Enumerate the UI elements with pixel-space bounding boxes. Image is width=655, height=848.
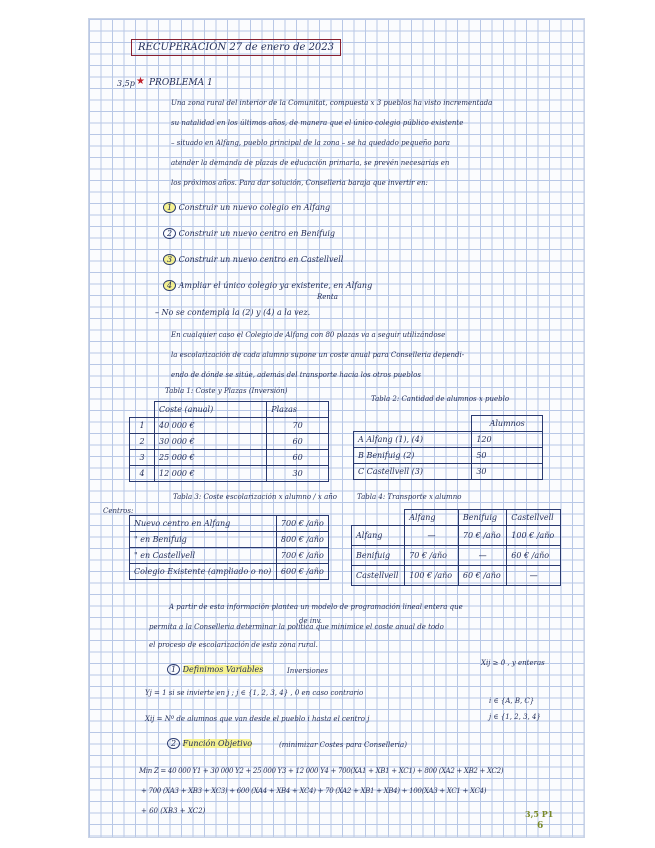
table2-cell: 30 bbox=[472, 464, 543, 480]
table2-row-label: Castellvell (3) bbox=[366, 467, 423, 476]
table2 bbox=[353, 415, 543, 480]
option-item bbox=[163, 281, 372, 290]
table4-cell: 60 € /año bbox=[507, 546, 561, 566]
table3-cell: Colegio Existente (ampliado o no) bbox=[130, 564, 277, 580]
table1-cell: 12 000 € bbox=[155, 466, 267, 482]
table4-cell: 100 € /año bbox=[507, 526, 561, 546]
table1-caption: Tabla 1: Coste y Plazas (Inversión) bbox=[165, 387, 288, 395]
table4 bbox=[351, 509, 561, 586]
table1 bbox=[129, 401, 329, 482]
option-text: Ampliar el único colegio ya existente, en Alfang bbox=[178, 281, 373, 290]
table2-header-cell: Alumnos bbox=[472, 416, 543, 432]
objective-line: + 60 (XB3 + XC2) bbox=[141, 807, 206, 815]
intro-line: Una zona rural del interior de la Comunitat, compuesta x 3 pueblos ha visto incrementada bbox=[171, 99, 493, 107]
step-number: 1 bbox=[167, 664, 180, 675]
table3-cell: 600 € /año bbox=[276, 564, 328, 580]
option-item bbox=[163, 255, 343, 264]
table2-cell bbox=[354, 432, 472, 448]
right-note: i ∈ {A, B, C} bbox=[489, 697, 535, 705]
option-text: Construir un nuevo colegio en Alfang bbox=[178, 203, 331, 212]
intro-line: su natalidad en los últimos años, de manera que el único colegio público existente bbox=[171, 119, 464, 127]
intro-line: atender la demanda de plazas de educación primaria, se prevén necesarias en bbox=[171, 159, 450, 167]
step1-note: Inversiones bbox=[287, 667, 329, 675]
x-definition: Xij = Nº de alumnos que van desde el pueblo i hasta el centro j bbox=[145, 715, 370, 723]
table3-cell: 700 € /año bbox=[276, 516, 328, 532]
table4-header-cell: Benifuig bbox=[458, 510, 506, 526]
option-number: 4 bbox=[163, 280, 176, 291]
page-title: RECUPERACIÓN 27 de enero de 2023 bbox=[131, 39, 341, 56]
right-note: j ∈ {1, 2, 3, 4} bbox=[489, 713, 541, 721]
table4-cell: — bbox=[458, 546, 506, 566]
objective-line: + 700 (XA3 + XB3 + XC3) + 600 (XA4 + XB4 + XC4) + 70 (XA2 + XB1 + XB4) + 100(XA3 + XC1 + XC4) bbox=[141, 787, 487, 795]
table2-cell bbox=[354, 448, 472, 464]
table1-header-cell bbox=[130, 402, 155, 418]
table3 bbox=[129, 515, 329, 580]
notebook-page bbox=[88, 18, 585, 838]
table1-cell: 4 bbox=[130, 466, 155, 482]
paragraph-line: endo de dónde se sitúe, además del transporte hacia los otros pueblos bbox=[171, 371, 421, 379]
table4-row-header: Alfang bbox=[352, 526, 405, 546]
table2-row-label: Benifuig (2) bbox=[366, 451, 415, 460]
table1-header-cell: Plazas bbox=[267, 402, 329, 418]
step-title: Definimos Variables bbox=[182, 665, 264, 674]
table2-row-label: Alfang (1), (4) bbox=[366, 435, 423, 444]
table4-row-header: Benifuig bbox=[352, 546, 405, 566]
question-insert: de inv. bbox=[299, 617, 322, 625]
paragraph-line: En cualquier caso el Colegio de Alfang con 80 plazas va a seguir utilizándose bbox=[171, 331, 446, 339]
table1-cell: 1 bbox=[130, 418, 155, 434]
table1-header-cell: Coste (anual) bbox=[155, 402, 267, 418]
table2-row-letter: B bbox=[358, 451, 364, 460]
table2-caption: Tabla 2: Cantidad de alumnos x pueblo bbox=[371, 395, 510, 403]
table3-cell: Nuevo centro en Alfang bbox=[130, 516, 277, 532]
option-number: 1 bbox=[163, 202, 176, 213]
table4-cell: — bbox=[405, 526, 459, 546]
score-mark: 3,5 P1 bbox=[525, 809, 554, 819]
problem-title: PROBLEMA 1 bbox=[149, 78, 213, 88]
question-line: permita a la Conselleria determinar la política que minimice el coste anual de todo bbox=[149, 623, 444, 631]
paragraph-line: la escolarización de cada alumno supone un coste anual para Conselleria dependi- bbox=[171, 351, 465, 359]
option-number: 3 bbox=[163, 254, 176, 265]
step2-note: (minimizar Costes para Conselleria) bbox=[279, 741, 407, 749]
table3-cell: 700 € /año bbox=[276, 548, 328, 564]
table4-cell: 60 € /año bbox=[458, 566, 506, 586]
table4-row-header: Castellvell bbox=[352, 566, 405, 586]
table4-header-cell: Castellvell bbox=[507, 510, 561, 526]
table3-side-label: Centros: bbox=[103, 507, 134, 515]
right-note: Xij ≥ 0 , y enteras bbox=[481, 659, 545, 667]
step2-heading bbox=[167, 739, 252, 748]
note-rent: Renta bbox=[317, 293, 338, 301]
table2-corner bbox=[354, 416, 472, 432]
table1-cell: 60 bbox=[267, 450, 329, 466]
table1-cell: 30 000 € bbox=[155, 434, 267, 450]
table2-cell: 50 bbox=[472, 448, 543, 464]
constraint-note: – No se contempla la (2) y (4) a la vez. bbox=[155, 308, 311, 317]
table2-row-letter: C bbox=[358, 467, 365, 476]
table4-cell: 70 € /año bbox=[458, 526, 506, 546]
option-item bbox=[163, 203, 330, 212]
table2-row-letter: A bbox=[358, 435, 364, 444]
option-number: 2 bbox=[163, 228, 176, 239]
table4-caption: Tabla 4: Transporte x alumno bbox=[357, 493, 462, 501]
option-item bbox=[163, 229, 335, 238]
objective-line: Min Z = 40 000 Y1 + 30 000 Y2 + 25 000 Y3 + 12 000 Y4 + 700(XA1 + XB1 + XC1) + 800 (XA2 + XB2 + XC2) bbox=[139, 767, 504, 775]
table1-cell: 30 bbox=[267, 466, 329, 482]
step-title: Función Objetivo bbox=[182, 739, 253, 748]
table1-cell: 25 000 € bbox=[155, 450, 267, 466]
table3-cell: " en Benifuig bbox=[130, 532, 277, 548]
table4-header-cell bbox=[352, 510, 405, 526]
option-text: Construir un nuevo centro en Castellvell bbox=[178, 255, 344, 264]
table1-cell: 3 bbox=[130, 450, 155, 466]
table4-cell: 70 € /año bbox=[405, 546, 459, 566]
table3-cell: 800 € /año bbox=[276, 532, 328, 548]
table1-cell: 40 000 € bbox=[155, 418, 267, 434]
table3-caption: Tabla 3: Coste escolarización x alumno / x año bbox=[173, 493, 337, 501]
page-number: 6 bbox=[537, 821, 544, 831]
step-number: 2 bbox=[167, 738, 180, 749]
intro-line: – situado en Alfang, pueblo principal de la zona – se ha quedado pequeño para bbox=[171, 139, 450, 147]
table4-cell: — bbox=[507, 566, 561, 586]
table1-cell: 70 bbox=[267, 418, 329, 434]
table4-cell: 100 € /año bbox=[405, 566, 459, 586]
table1-cell: 60 bbox=[267, 434, 329, 450]
table3-cell: " en Castellvell bbox=[130, 548, 277, 564]
step1-heading bbox=[167, 665, 263, 674]
problem-points: 3,5p bbox=[117, 79, 135, 88]
question-line: el proceso de escolarización de esta zona rural. bbox=[149, 641, 318, 649]
intro-line: los próximos años. Para dar solución, Conselleria baraja que invertir en: bbox=[171, 179, 428, 187]
table2-cell bbox=[354, 464, 472, 480]
table1-cell: 2 bbox=[130, 434, 155, 450]
question-line: A partir de esta información plantea un modelo de programación lineal entera que bbox=[169, 603, 463, 611]
option-text: Construir un nuevo centro en Benifuig bbox=[178, 229, 336, 238]
star-icon: ★ bbox=[136, 76, 145, 87]
y-definition: Yj = 1 si se invierte en j ; j ∈ {1, 2, 3, 4} , 0 en caso contrario bbox=[145, 689, 364, 697]
table4-header-cell: Alfang bbox=[405, 510, 459, 526]
table2-cell: 120 bbox=[472, 432, 543, 448]
